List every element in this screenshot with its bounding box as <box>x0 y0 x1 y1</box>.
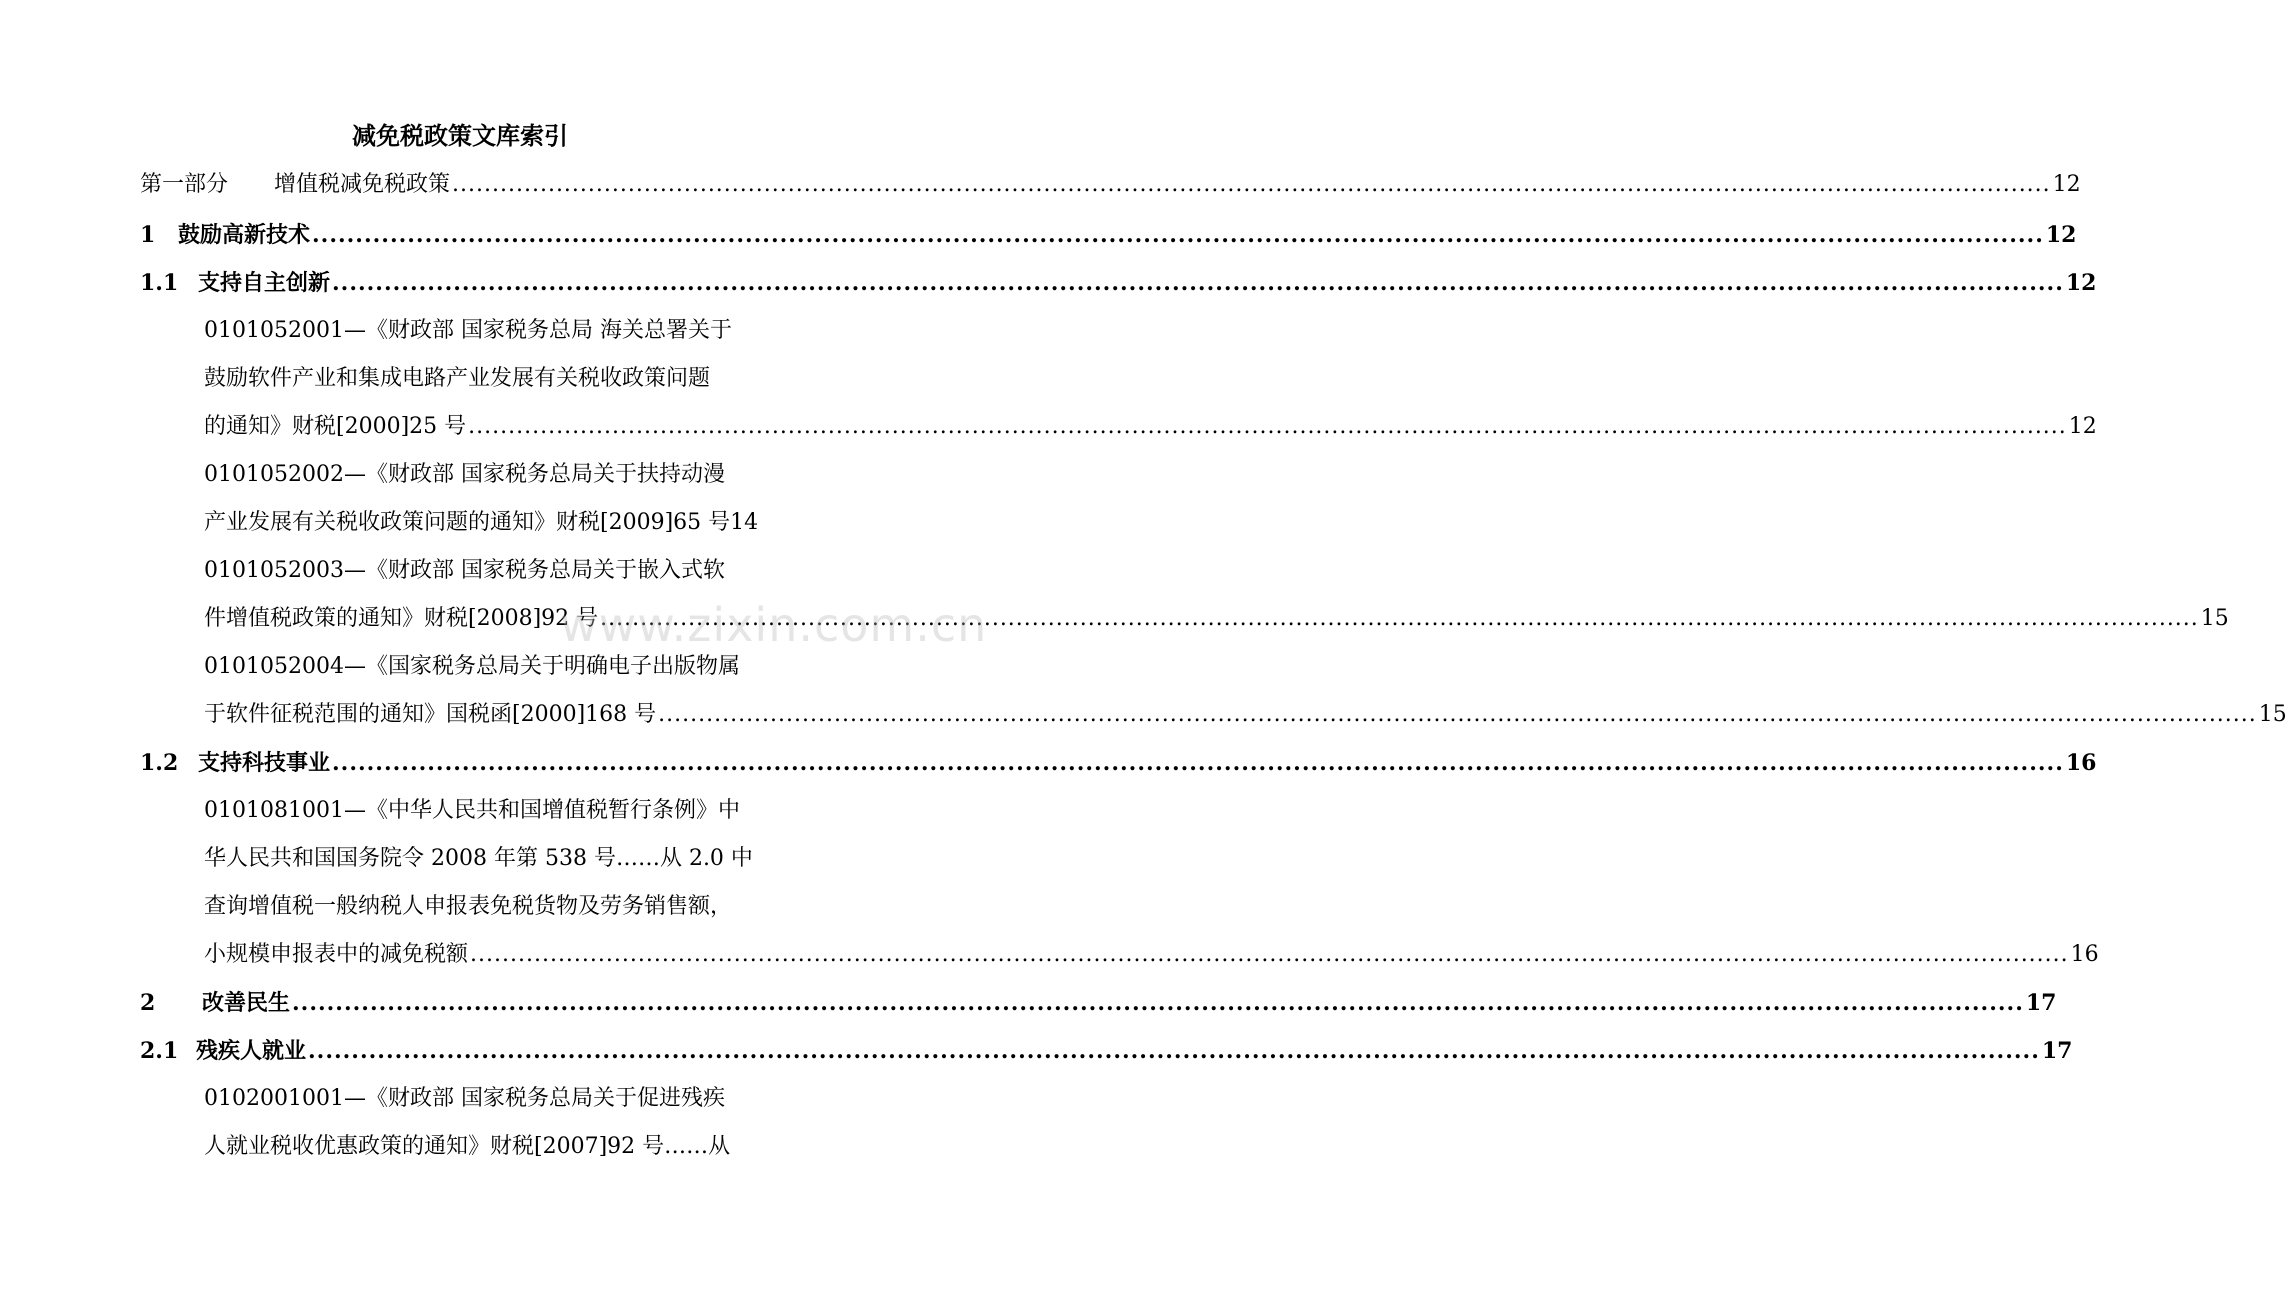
section-number: 2.1 <box>140 1038 179 1064</box>
leader-dots <box>468 412 2067 442</box>
section-number: 1 <box>140 222 156 248</box>
page-number: 12 <box>2045 222 2077 248</box>
page-number: 15 <box>2258 702 2287 727</box>
toc-entry-line[interactable] <box>204 412 2097 442</box>
page-number: 12 <box>2052 172 2081 197</box>
entry-text: 查询增值税一般纳税人申报表免税货物及劳务销售额， <box>204 894 733 919</box>
entry-text: 的通知》财税[2000]25 号 <box>204 414 467 439</box>
toc-entry-line[interactable] <box>204 1132 780 1162</box>
toc-entry-line[interactable] <box>204 892 794 922</box>
toc-entry-line[interactable] <box>204 700 2287 730</box>
toc-section-line[interactable] <box>140 748 2097 778</box>
watermark: www.zixin.com.cn <box>560 598 988 652</box>
entry-text: 0101052004—《国家税务总局关于明确电子出版物属 <box>204 654 740 679</box>
section-number: 1.2 <box>140 750 179 776</box>
leader-dots <box>470 940 2069 970</box>
leader-dots <box>308 1036 2040 1066</box>
entry-text: 小规模申报表中的减免税额 <box>204 942 469 967</box>
toc-section-line[interactable] <box>140 220 2077 250</box>
part-name: 增值税减免税政策 <box>274 172 451 197</box>
page-number: 12 <box>2065 270 2097 296</box>
section-name: 支持科技事业 <box>198 750 331 776</box>
section-name: 残疾人就业 <box>196 1038 307 1064</box>
leader-dots <box>452 170 2051 200</box>
toc-entry-line[interactable] <box>204 460 780 490</box>
toc-section-line[interactable] <box>140 268 2097 298</box>
entry-text: 件增值税政策的通知》财税[2008]92 号 <box>204 606 599 631</box>
entry-text: 0101081001—《中华人民共和国增值税暂行条例》中 <box>204 798 740 823</box>
page-number: 16 <box>2065 750 2097 776</box>
leader-dots <box>658 700 2257 730</box>
section-number: 2 <box>140 990 156 1016</box>
document-title: 减免税政策文库索引 <box>352 121 568 150</box>
toc-entry-line[interactable] <box>204 316 780 346</box>
entry-text: 产业发展有关税收政策问题的通知》财税[2009]65 号14 <box>204 510 759 535</box>
section-name: 支持自主创新 <box>198 270 331 296</box>
entry-text: 人就业税收优惠政策的通知》财税[2007]92 号……从 <box>204 1134 731 1159</box>
toc-entry-line[interactable] <box>204 940 2099 970</box>
leader-dots <box>332 748 2064 778</box>
entry-text: 0101052002—《财政部 国家税务总局关于扶持动漫 <box>204 462 725 487</box>
page-number: 12 <box>2068 414 2097 439</box>
toc-section-line[interactable] <box>140 1036 2073 1066</box>
leader-dots <box>312 220 2044 250</box>
leader-dots <box>292 988 2024 1018</box>
toc-entry-line[interactable] <box>204 508 780 538</box>
toc-entry-line[interactable] <box>204 652 780 682</box>
page-number: 16 <box>2070 942 2099 967</box>
toc-entry-line[interactable] <box>204 364 780 394</box>
page-number: 17 <box>2041 1038 2073 1064</box>
entry-text: 鼓励软件产业和集成电路产业发展有关税收政策问题 <box>204 366 711 391</box>
toc-entry-line[interactable] <box>204 844 780 874</box>
entry-text: 0101052003—《财政部 国家税务总局关于嵌入式软 <box>204 558 725 583</box>
toc-entry-line[interactable] <box>204 1084 780 1114</box>
page-number: 17 <box>2025 990 2057 1016</box>
toc-part-line[interactable] <box>140 170 2081 200</box>
leader-dots <box>332 268 2064 298</box>
section-name: 鼓励高新技术 <box>178 222 311 248</box>
section-name: 改善民生 <box>202 990 291 1016</box>
entry-text: 华人民共和国国务院令 2008 年第 538 号……从 2.0 中 <box>204 846 753 871</box>
section-number: 1.1 <box>140 270 179 296</box>
toc-entry-line[interactable] <box>204 796 780 826</box>
entry-text: 于软件征税范围的通知》国税函[2000]168 号 <box>204 702 657 727</box>
toc-section-line[interactable] <box>140 988 2057 1018</box>
entry-text: 0102001001—《财政部 国家税务总局关于促进残疾 <box>204 1086 725 1111</box>
toc-entry-line[interactable] <box>204 556 780 586</box>
part-label: 第一部分 <box>140 172 229 197</box>
page-number: 15 <box>2200 606 2229 631</box>
entry-text: 0101052001—《财政部 国家税务总局 海关总署关于 <box>204 318 732 343</box>
